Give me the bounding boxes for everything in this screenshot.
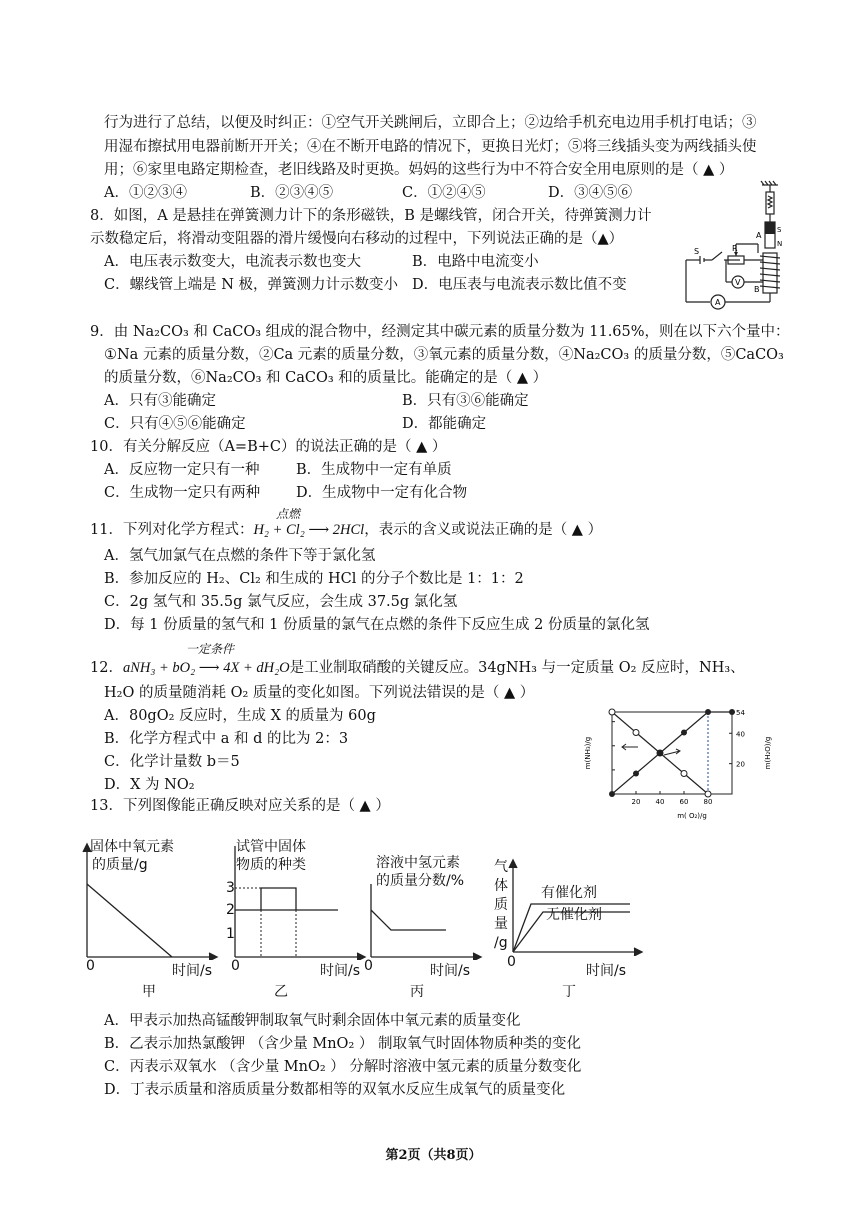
q7-option-a: A．①②③④ — [104, 185, 187, 201]
graph-ding-legend2: 无催化剂 — [546, 907, 602, 923]
graph-ding-ylabel-2: 质 — [494, 897, 508, 913]
q10-option-c: C．生成物一定只有两种 — [104, 485, 261, 501]
q11-option-a: A．氢气加氯气在点燃的条件下等于氯化氢 — [104, 548, 376, 564]
graph-bing-name: 丙 — [410, 984, 424, 1000]
q9-option-c: C．只有④⑤⑥能确定 — [104, 416, 246, 432]
q11-suffix: ，表示的含义或说法正确的是（ ▲ ） — [364, 522, 603, 538]
graph-bing — [364, 880, 484, 960]
q9-option-b: B．只有③⑥能确定 — [402, 393, 529, 409]
q13-option-c: C．丙表示双氧水 （含少量 MnO₂ ） 分解时溶液中氢元素的质量分数变化 — [104, 1059, 582, 1075]
q12-line1 — [90, 658, 745, 678]
q8-line2: 示数稳定后，将滑动变阻器的滑片缓慢向右移动的过程中，下列说法正确的是（▲） — [90, 231, 624, 247]
q7-option-b: B．②③④⑤ — [250, 185, 334, 201]
q10-option-d: D．生成物中一定有化合物 — [296, 485, 468, 501]
series-h2o-point-1 — [633, 771, 639, 777]
graph-yi-tick-3: 3 — [226, 880, 235, 896]
arrow-right-icon — [664, 749, 680, 755]
graph-ding-ylabel-4: /g — [494, 935, 508, 951]
graph-ding-origin: 0 — [507, 954, 516, 970]
series-h2o-point-2 — [657, 750, 663, 756]
q8-label-s: S — [694, 247, 700, 256]
series-nh3-point-1 — [633, 730, 639, 736]
q9-line3: 的质量分数，⑥Na₂CO₃ 和 CaCO₃ 和的质量比。能确定的是（ ▲ ） — [104, 370, 548, 386]
series-nh3-point-3 — [681, 771, 687, 777]
graph-yi-step — [261, 888, 296, 910]
q7-option-c: C．①②④⑤ — [402, 185, 486, 201]
q12-option-c: C．化学计量数 b＝5 — [104, 754, 240, 770]
graph-yi-tick-2: 2 — [226, 902, 235, 918]
q10-line1: 10．有关分解反应（A=B+C）的说法正确的是（ ▲ ） — [90, 439, 447, 455]
q7-option-d: D．③④⑤⑥ — [548, 185, 633, 201]
q11-line1 — [90, 520, 602, 540]
graph-ding-ylabel-1: 体 — [494, 878, 508, 894]
graph-jia-line — [87, 884, 172, 957]
q12-equation: aNH₃ + bO₂ ⟶ 4X + dH₂O — [122, 660, 290, 676]
right-tick-label-2: 54 — [736, 709, 745, 717]
series-nh3-point-4 — [705, 791, 711, 797]
q13-option-a: A．甲表示加热高锰酸钾制取氧气时剩余固体中氧元素的质量变化 — [104, 1013, 521, 1029]
q8-label-r: R — [732, 244, 738, 253]
q13-option-d: D．丁表示质量和溶质质量分数都相等的双氧水反应生成氧气的质量变化 — [104, 1082, 566, 1098]
graph-ding-xlabel: 时间/s — [586, 963, 627, 979]
q8-option-d: D．电压表与电流表示数比值不变 — [412, 277, 627, 293]
graph-bing-ylabel2: 的质量分数/% — [376, 873, 465, 889]
x-tick-label-3: 80 — [703, 798, 713, 806]
q7-line3: 用；⑥家里电路定期检查，老旧线路及时更换。妈妈的这些行为中不符合安全用电原则的是（ ▲ ） — [104, 162, 734, 178]
y-axis-label-right: m(H₂O)/g — [764, 736, 772, 770]
graph-ding-ylabel-0: 气 — [494, 859, 508, 875]
q11-equation: H₂ + Cl₂ ⟶ 2HCl — [253, 522, 365, 538]
q12-option-b: B．化学方程式中 a 和 d 的比为 2：3 — [104, 731, 349, 747]
q12-chart — [580, 700, 785, 828]
graph-ding-ylabel-3: 量 — [494, 916, 508, 932]
graph-jia-ylabel2: 的质量/g — [92, 857, 148, 873]
q10-option-b: B．生成物中一定有单质 — [296, 462, 452, 478]
graph-bing-xlabel: 时间/s — [430, 963, 471, 979]
page-footer: 第2页（共8页） — [385, 1148, 482, 1163]
right-tick-label-0: 20 — [736, 760, 745, 769]
q13-line1: 13．下列图像能正确反映对应关系的是（ ▲ ） — [90, 798, 390, 814]
graph-yi-ylabel2: 物质的种类 — [236, 857, 306, 873]
graph-yi-tick-1: 1 — [226, 926, 235, 942]
y-axis-label-left: m(NH₃)/g — [584, 736, 592, 770]
q12-condition: 一定条件 — [186, 642, 235, 656]
series-nh3-point-0 — [609, 709, 615, 715]
series-h2o-point-0 — [609, 791, 615, 797]
q8-option-b: B．电路中电流变小 — [412, 254, 539, 270]
q13-option-b: B．乙表示加热氯酸钾 （含少量 MnO₂ ） 制取氧气时固体物质种类的变化 — [104, 1036, 581, 1052]
q8-label-s-top: S — [777, 226, 782, 234]
series-h2o-point-5 — [729, 709, 735, 715]
graph-yi-name: 乙 — [274, 984, 288, 1000]
q9-option-a: A．只有③能确定 — [104, 393, 216, 409]
series-h2o-point-4 — [705, 709, 711, 715]
q12-suffix: 是工业制取硝酸的关键反应。34gNH₃ 与一定质量 O₂ 反应时，NH₃、 — [289, 660, 745, 676]
q11-prefix: 11．下列对化学方程式： — [90, 522, 254, 538]
q11-option-b: B．参加反应的 H₂、Cl₂ 和生成的 HCl 的分子个数比是 1：1：2 — [104, 571, 524, 587]
q8-label-v: V — [735, 278, 741, 287]
arrow-left-icon — [622, 744, 638, 750]
q8-label-n: N — [777, 240, 783, 248]
graph-yi — [228, 840, 368, 960]
graph-jia-name: 甲 — [142, 984, 156, 1000]
q8-option-a: A．电压表示数变大，电流表示数也变大 — [104, 254, 361, 270]
q8-label-a: A — [756, 231, 762, 240]
x-tick-label-2: 60 — [679, 798, 689, 806]
q8-line1: 8．如图，A 是悬挂在弹簧测力计下的条形磁铁，B 是螺线管，闭合开关，待弹簧测力计 — [90, 208, 652, 224]
graph-ding-name: 丁 — [562, 984, 576, 1000]
q8-circuit-diagram — [680, 180, 790, 310]
graph-bing-ylabel1: 溶液中氢元素 — [376, 855, 460, 871]
q12-line2: H₂O 的质量随消耗 O₂ 质量的变化如图。下列说法错误的是（ ▲ ） — [104, 685, 535, 701]
x-axis-label: m( O₂)/g — [677, 812, 707, 820]
q11-option-c: C．2g 氢气和 35.5g 氯气反应，会生成 37.5g 氯化氢 — [104, 594, 458, 610]
q7-line1: 行为进行了总结，以便及时纠正：①空气开关跳闸后，立即合上；②边给手机充电边用手机打电话；③ — [104, 115, 757, 131]
graph-bing-origin: 0 — [364, 958, 373, 974]
graph-bing-line — [371, 910, 446, 930]
graph-jia-origin: 0 — [86, 958, 95, 974]
q9-line2: ①Na 元素的质量分数，②Ca 元素的质量分数，③氧元素的质量分数，④Na₂CO₃ 的质量分数，⑤CaCO₃ — [104, 347, 784, 363]
q11-condition: 点燃 — [276, 507, 301, 521]
graph-yi-ylabel1: 试管中固体 — [236, 839, 306, 855]
graph-jia-ylabel1: 固体中氧元素 — [90, 839, 174, 855]
graph-yi-xlabel: 时间/s — [320, 963, 361, 979]
q12-option-d: D．X 为 NO₂ — [104, 777, 195, 793]
x-tick-label-0: 20 — [631, 798, 641, 806]
graph-jia-xlabel: 时间/s — [172, 963, 213, 979]
q12-option-a: A．80gO₂ 反应时，生成 X 的质量为 60g — [104, 708, 376, 724]
graph-jia — [80, 840, 220, 960]
graph-yi-origin: 0 — [231, 958, 240, 974]
q11-option-d: D．每 1 份质量的氢气和 1 份质量的氯气在点燃的条件下反应生成 2 份质量的氯化氢 — [104, 617, 650, 633]
q8-option-c: C．螺线管上端是 N 极，弹簧测力计示数变小 — [104, 277, 398, 293]
q9-line1: 9．由 Na₂CO₃ 和 CaCO₃ 组成的混合物中，经测定其中碳元素的质量分数为 11.65%，则在以下六个量中： — [90, 324, 790, 340]
series-h2o-point-3 — [681, 730, 687, 736]
x-tick-label-1: 40 — [655, 798, 665, 806]
q7-line2: 用湿布擦拭用电器前断开开关；④在不断开电路的情况下，更换日光灯；⑤将三线插头变为两线插头使 — [104, 139, 757, 155]
q12-prefix: 12． — [90, 660, 123, 676]
q9-option-d: D．都能确定 — [402, 416, 487, 432]
q8-label-ammeter: A — [715, 298, 721, 307]
q8-label-b: B — [754, 285, 760, 294]
graph-ding-legend1: 有催化剂 — [541, 885, 597, 901]
q10-option-a: A．反应物一定只有一种 — [104, 462, 260, 478]
right-tick-label-1: 40 — [736, 730, 745, 739]
